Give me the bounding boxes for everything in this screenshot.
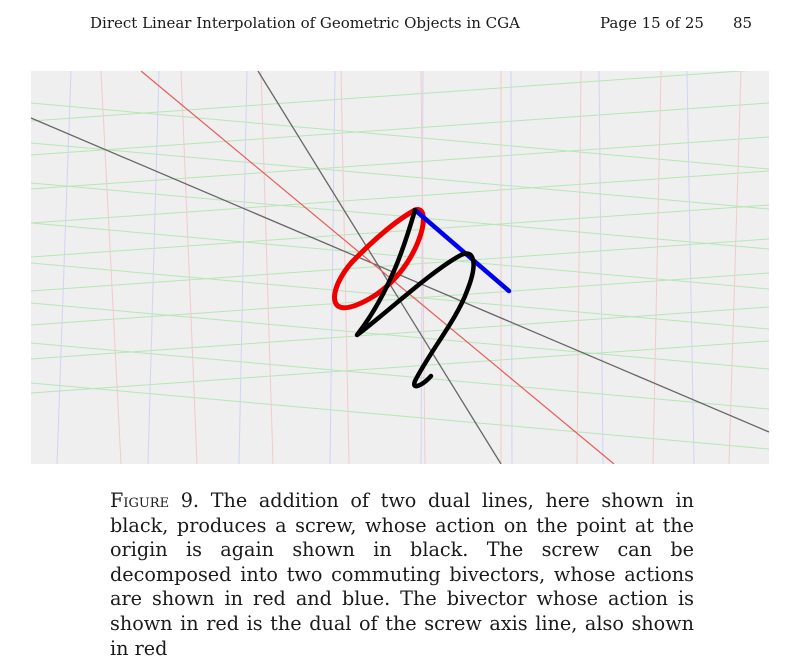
blue-grid-line — [599, 71, 603, 464]
green-grid-line — [31, 239, 769, 291]
running-header — [0, 14, 800, 36]
figure-caption-text: The addition of two dual lines, here shown in black, produces a screw, whose action on the point at the origin is again shown in black. The screw can be decomposed into two commuting bivectors, whose actions are shown in red and blue. The bivector whose action is shown in red is the dual of the screw axis line, also shown in red — [110, 489, 694, 660]
page-number: 85 — [733, 14, 753, 32]
screw-axis-line — [141, 71, 614, 464]
running-title: Direct Linear Interpolation of Geometric Objects in CGA — [90, 14, 520, 32]
red-grid-line — [261, 71, 273, 464]
red-grid-line — [577, 71, 581, 464]
blue-grid-lines — [57, 71, 769, 464]
green-grid-line — [31, 103, 769, 155]
figure-9-render — [31, 71, 769, 464]
green-grid-line — [31, 71, 769, 121]
red-grid-line — [653, 71, 661, 464]
red-grid-line — [101, 71, 121, 464]
green-grid-line — [31, 103, 769, 169]
green-grid-line — [31, 343, 769, 409]
green-grid-line — [31, 383, 769, 449]
figure-label: Figure 9. — [110, 489, 200, 512]
figure-caption — [110, 489, 694, 661]
blue-grid-line — [687, 71, 694, 464]
red-grid-line — [729, 71, 741, 464]
red-grid-line — [181, 71, 197, 464]
page-indicator: Page 15 of 25 — [600, 14, 704, 32]
figure-9-svg — [31, 71, 769, 464]
green-grid-line — [31, 303, 769, 369]
blue-grid-line — [511, 71, 512, 464]
blue-grid-line — [239, 71, 247, 464]
green-grid-line — [31, 307, 769, 359]
blue-grid-line — [148, 71, 159, 464]
